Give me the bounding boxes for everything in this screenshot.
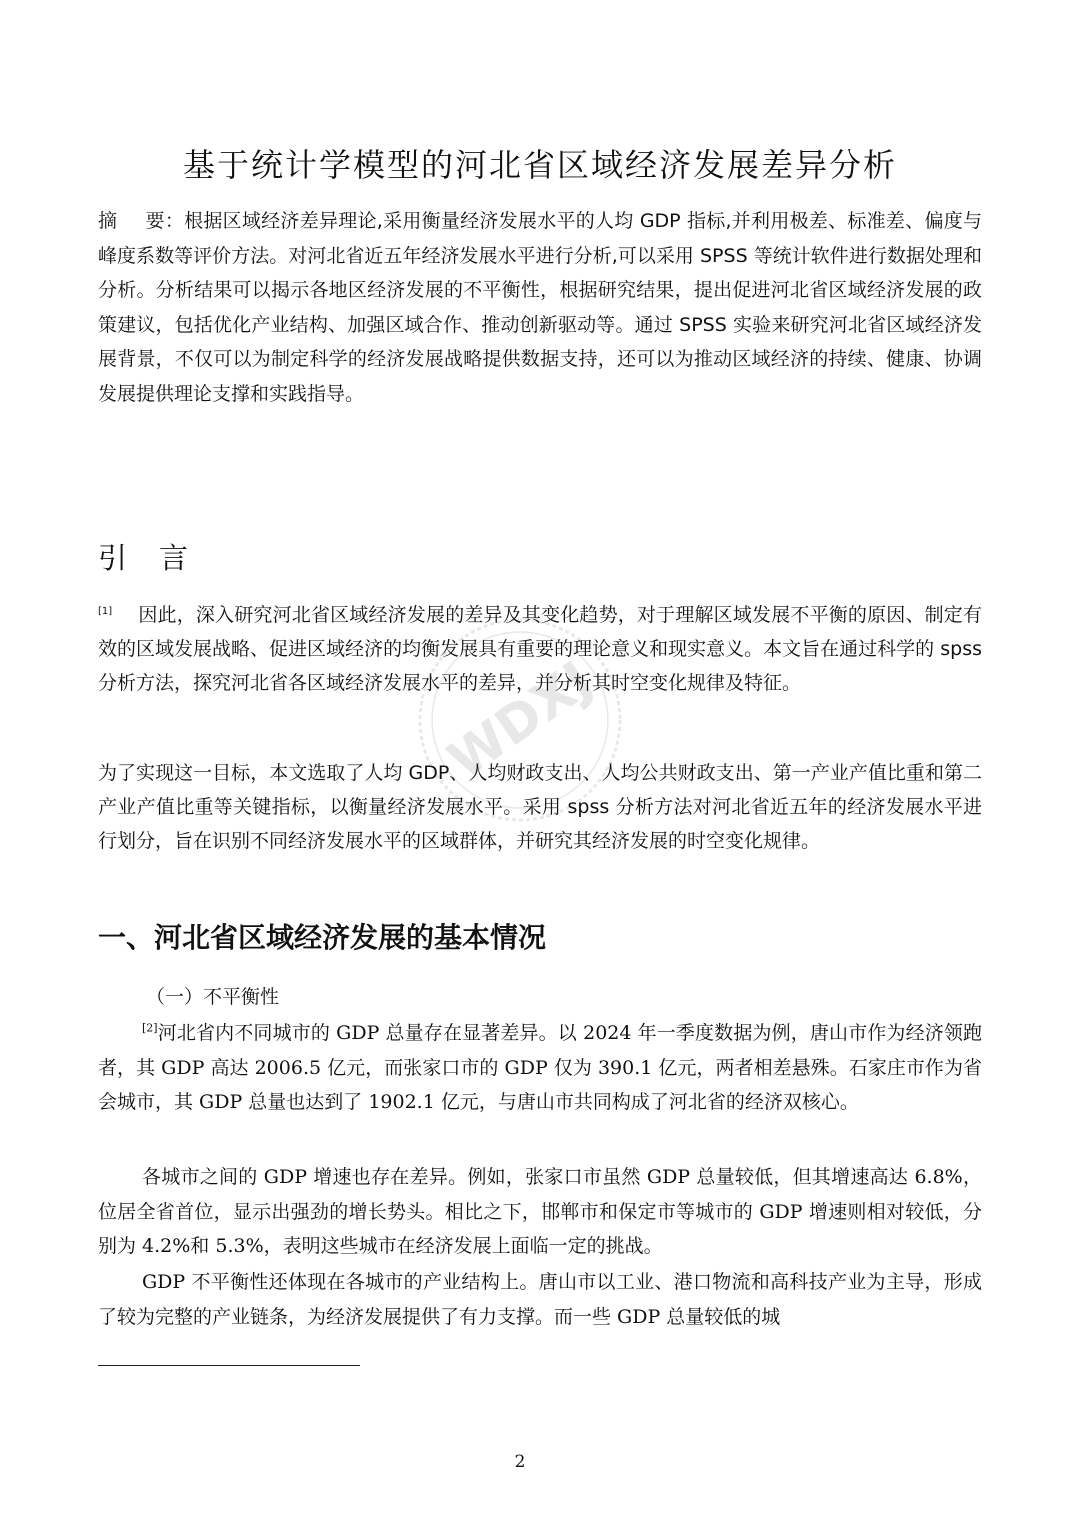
reference-marker-2[interactable]: [2] [142,1021,158,1035]
footnote-separator [98,1365,360,1366]
section-1-paragraph-3: GDP 不平衡性还体现在各城市的产业结构上。唐山市以工业、港口物流和高科技产业为主导，形成了较为完整的产业链条，为经济发展提供了有力支撑。而一些 GDP 总量较低的城 [98,1271,982,1328]
intro-heading-part1: 引 [98,541,128,575]
section-1-heading: 一、河北省区域经济发展的基本情况 [98,921,547,954]
section-1-paragraph-1-text: 河北省内不同城市的 GDP 总量存在显著差异。以 2024 年一季度数据为例，唐山市作为经济领跑者，其 GDP 高达 2006.5 亿元，而张家口市的 GDP 仅为 390.1 亿元，两者相差悬殊。石家庄市作为省会城市，其 GDP 总量也达到了 1902.1 亿元，与唐山市共同构成了河北省的经济双核心。 [98,1022,982,1113]
abstract-label-part2: 要： [145,210,185,232]
section-1-paragraph-1 [98,1016,982,1120]
abstract-label-part1: 摘 [98,210,118,232]
abstract-text: 根据区域经济差异理论,采用衡量经济发展水平的人均 GDP 指标,并利用极差、标准差、偏度与峰度系数等评价方法。对河北省近五年经济发展水平进行分析,可以采用 SPSS 等统计软件进行数据处理和分析。分析结果可以揭示各地区经济发展的不平衡性，根据研究结果，提出促进河北省区域经济发展的政策建议，包括优化产业结构、加强区域合作、推动创新驱动等。通过 SPSS 实验来研究河北省区域经济发展背景，不仅可以为制定科学的经济发展战略提供数据支持，还可以为推动区域经济的持续、健康、协调发展提供理论支撑和实践指导。 [98,210,982,405]
intro-paragraph-1-text: 因此，深入研究河北省区域经济发展的差异及其变化趋势，对于理解区域发展不平衡的原因、制定有效的区域发展战略、促进区域经济的均衡发展具有重要的理论意义和现实意义。本文旨在通过科学的 spss 分析方法，探究河北省各区域经济发展水平的差异，并分析其时空变化规律及特征。 [98,604,982,694]
reference-marker-1[interactable]: [1] [98,605,113,617]
abstract [98,204,982,411]
abstract-label [98,210,184,232]
intro-heading [98,536,188,577]
page-number: 2 [514,1452,526,1472]
subsection-heading: （一）不平衡性 [146,986,280,1008]
intro-heading-part2: 言 [159,541,189,575]
watermark-text: WDXJ [437,650,604,792]
paper-title: 基于统计学模型的河北省区域经济发展差异分析 [182,146,897,184]
intro-paragraph-1 [98,598,982,700]
section-1-paragraph-2: 各城市之间的 GDP 增速也存在差异。例如，张家口市虽然 GDP 总量较低，但其增速高达 6.8%，位居全省首位，显示出强劲的增长势头。相比之下，邯郸市和保定市等城市的 GDP 增速则相对较低，分别为 4.2%和 5.3%，表明这些城市在经济发展上面临一定的挑战。 [98,1166,982,1257]
intro-paragraph-2: 为了实现这一目标，本文选取了人均 GDP、人均财政支出、人均公共财政支出、第一产业产值比重和第二产业产值比重等关键指标，以衡量经济发展水平。采用 spss 分析方法对河北省近五年的经济发展水平进行划分，旨在识别不同经济发展水平的区域群体，并研究其经济发展的时空变化规律。 [98,762,982,852]
